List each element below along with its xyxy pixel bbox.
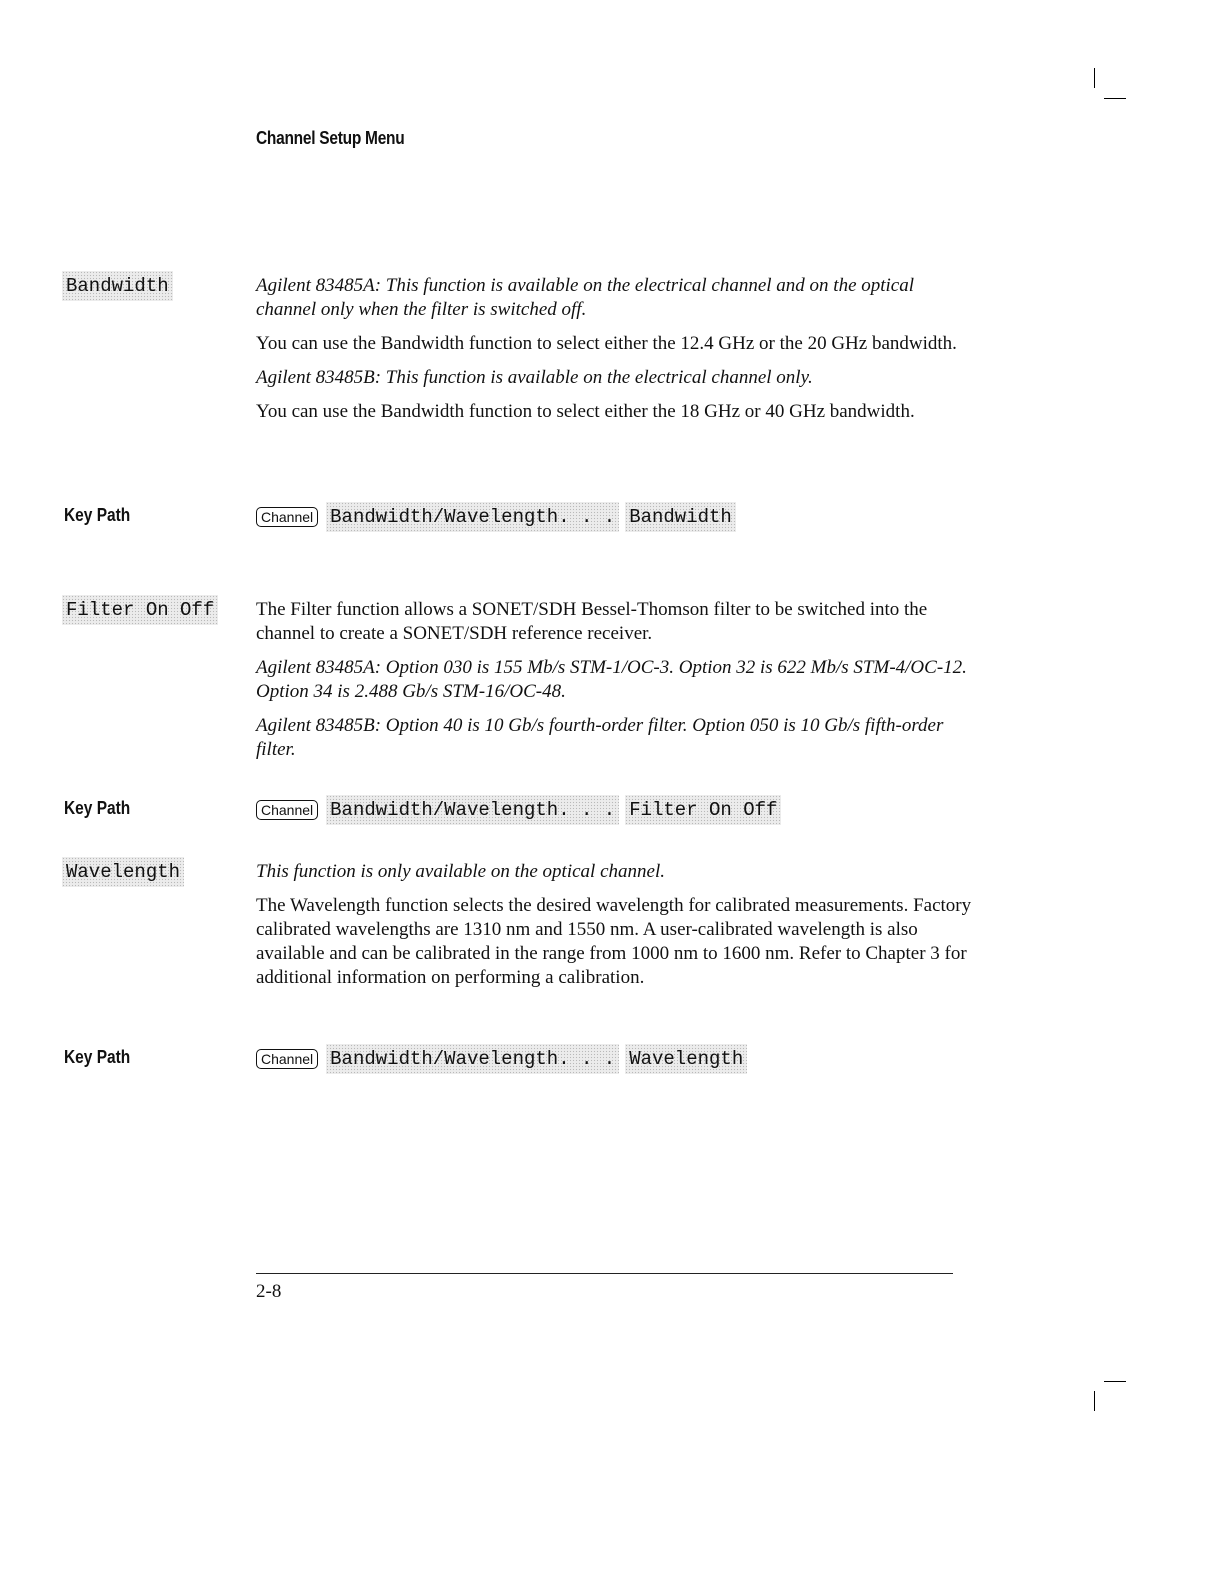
wavelength-description	[256, 860, 976, 1000]
wavelength-softkey: Wavelength	[625, 1044, 747, 1074]
menu-softkey: Bandwidth/Wavelength. . .	[326, 502, 619, 532]
key-path-label: Key Path	[64, 798, 131, 818]
term-filter-on-off: Filter On Off	[62, 595, 218, 625]
bandwidth-softkey: Bandwidth	[625, 502, 736, 532]
paragraph: The Wavelength function selects the desired wavelength for calibrated measurements. Factory calibrated wavelengths are 1310 nm and 1550 nm. A user-calibrated wavelength is also available and can be calibrated in the range from 1000 nm to 1600 nm. Refer to Chapter 3 for additional information on performing a calibration.	[256, 895, 972, 988]
paragraph: You can use the Bandwidth function to select either the 12.4 GHz or the 20 GHz bandwidth.	[256, 333, 957, 354]
footer-rule	[256, 1273, 953, 1274]
key-path-bandwidth	[256, 502, 736, 532]
paragraph: You can use the Bandwidth function to select either the 18 GHz or 40 GHz bandwidth.	[256, 401, 915, 422]
channel-hardkey: Channel	[256, 800, 318, 820]
paragraph: This function is only available on the optical channel.	[256, 861, 665, 882]
paragraph: Agilent 83485B: This function is available on the electrical channel only.	[256, 367, 813, 388]
crop-mark-top-vertical	[1094, 68, 1095, 88]
crop-mark-top-horizontal	[1104, 98, 1126, 99]
bandwidth-description	[256, 274, 976, 434]
term-wavelength: Wavelength	[62, 857, 184, 887]
key-path-filter	[256, 795, 781, 825]
crop-mark-bottom-horizontal	[1104, 1381, 1126, 1382]
paragraph: Agilent 83485A: This function is available on the electrical channel and on the optical channel only when the filter is switched off.	[256, 275, 915, 320]
channel-hardkey: Channel	[256, 507, 318, 527]
channel-hardkey: Channel	[256, 1049, 318, 1069]
page-number: 2-8	[256, 1281, 282, 1302]
page-header: Channel Setup Menu	[256, 128, 405, 148]
term-bandwidth: Bandwidth	[62, 271, 173, 301]
crop-mark-bottom-vertical	[1094, 1391, 1095, 1411]
menu-softkey: Bandwidth/Wavelength. . .	[326, 795, 619, 825]
key-path-wavelength	[256, 1044, 747, 1074]
filter-softkey: Filter On Off	[625, 795, 781, 825]
filter-description	[256, 598, 976, 772]
key-path-label: Key Path	[64, 505, 131, 525]
paragraph: Agilent 83485B: Option 40 is 10 Gb/s fourth-order filter. Option 050 is 10 Gb/s fifth-order filter.	[256, 715, 944, 760]
paragraph: The Filter function allows a SONET/SDH Bessel-Thomson filter to be switched into the channel to create a SONET/SDH reference receiver.	[256, 599, 928, 644]
paragraph: Agilent 83485A: Option 030 is 155 Mb/s STM-1/OC-3. Option 32 is 622 Mb/s STM-4/OC-12. Option 34 is 2.488 Gb/s STM-16/OC-48.	[256, 657, 967, 702]
key-path-label: Key Path	[64, 1047, 131, 1067]
menu-softkey: Bandwidth/Wavelength. . .	[326, 1044, 619, 1074]
